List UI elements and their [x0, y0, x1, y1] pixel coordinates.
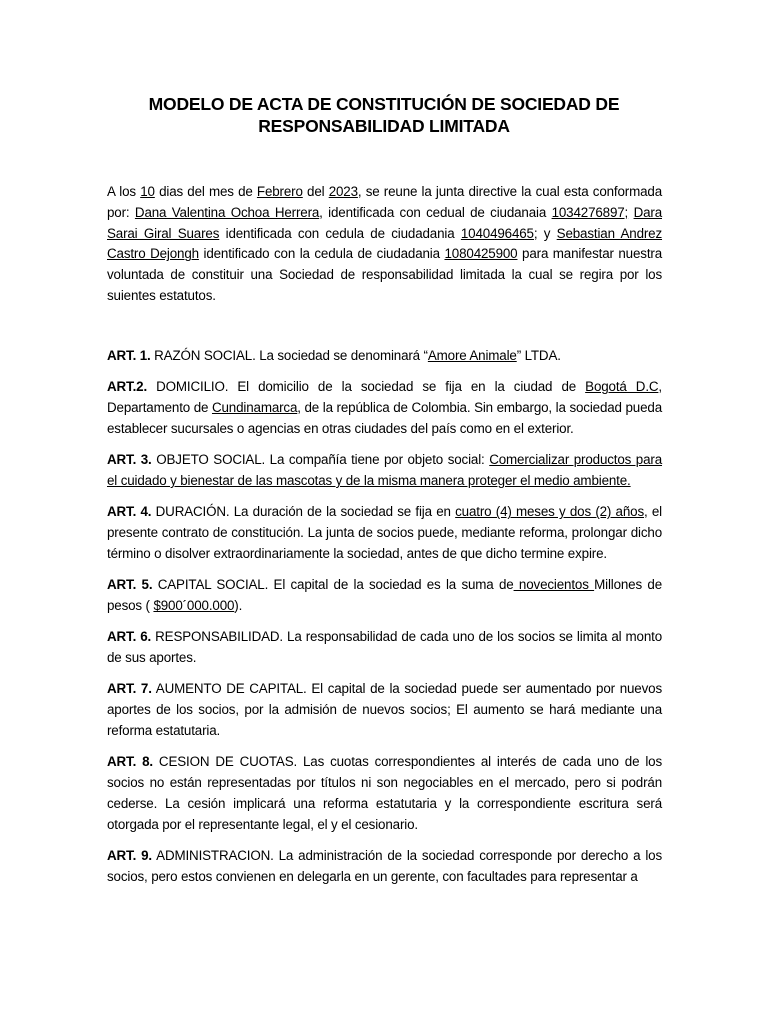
- article-label: ART. 3.: [107, 452, 152, 468]
- title-line-1: MODELO DE ACTA DE CONSTITUCIÓN DE SOCIEDAD DE: [148, 94, 620, 114]
- member-id-1: 1034276897;: [551, 204, 629, 220]
- article-1: ART. 1. RAZÓN SOCIAL. La sociedad se denominará “Amore Animale” LTDA.: [107, 348, 561, 363]
- member-name-1: Dana Valentina Ochoa Herrera: [134, 204, 320, 220]
- article-2: ART.2. DOMICILIO. El domicilio de la sociedad se fija en la ciudad de Bogotá D.C, Departamento de Cundinamarca, de la república de Colombia. Sin embargo, la sociedad pueda establecer sucursales o agencias en otras ciudades del país como en el exterior.: [107, 379, 662, 436]
- article-label: ART.2.: [107, 379, 148, 395]
- meeting-year: 2023: [328, 184, 358, 199]
- domicile-city: Bogotá D.C: [585, 379, 659, 395]
- article-label: ART. 5.: [107, 577, 153, 593]
- member-id-2: 1040496465;: [460, 225, 538, 241]
- member-name-2: Dara Sarai Giral Suares: [107, 204, 662, 241]
- meeting-month: Febrero: [256, 184, 303, 199]
- article-7: ART. 7. AUMENTO DE CAPITAL. El capital de la sociedad puede ser aumentado por nuevos aportes de los socios, por la admisión de nuevos socios; El aumento se hará mediante una reforma estatutaria.: [107, 681, 662, 738]
- article-label: ART. 1.: [107, 348, 151, 363]
- article-8: ART. 8. CESION DE CUOTAS. Las cuotas correspondientes al interés de cada uno de los socios no están representadas por títulos ni son negociables en el mercado, pero si podrán cederse. La cesión implicará una reforma estatutaria y la correspondiente escritura será otorgada por el representante legal, el y el cesionario.: [107, 754, 662, 832]
- document-title: [100, 93, 668, 137]
- article-label: ART. 6.: [107, 629, 152, 645]
- domicile-department: Cundinamarca: [211, 400, 298, 416]
- article-6: ART. 6. RESPONSABILIDAD. La responsabilidad de cada uno de los socios se limita al monto de sus aportes.: [107, 629, 662, 666]
- title-line-2: RESPONSABILIDAD LIMITADA: [258, 116, 510, 136]
- intro-paragraph: A los 10 dias del mes de Febrero del 2023, se reune la junta directive la cual esta conformada por: Dana Valentina Ochoa Herrera, identificada con cedual de ciudanaia 1034276897; Dara Sarai Giral Suares identificada con cedula de ciudadania 1040496465; y Sebastian Andrez Castro Dejongh identificado con la cedula de ciudadania 1080425900 para manifestar nuestra voluntada de constituir una Sociedad de responsabilidad limitada la cual se regira por los suientes estatutos.: [107, 184, 663, 303]
- company-name: Amore Animale: [427, 348, 517, 363]
- social-object: Comercializar productos para el cuidado y bienestar de las mascotas y de la misma manera proteger el medio ambiente.: [107, 452, 663, 488]
- article-3: ART. 3. OBJETO SOCIAL. La compañía tiene por objeto social: Comercializar productos para el cuidado y bienestar de las mascotas y de la misma manera proteger el medio ambiente.: [107, 452, 663, 488]
- article-label: ART. 9.: [107, 847, 152, 863]
- article-label: ART. 4.: [107, 504, 152, 520]
- article-label: ART. 7.: [107, 681, 152, 697]
- article-9: ART. 9. ADMINISTRACION. La administración de la sociedad corresponde por derecho a los socios, pero estos convienen en delegarla en un gerente, con facultades para representar a: [107, 847, 662, 884]
- duration-value: cuatro (4) meses y dos (2) años: [455, 504, 644, 520]
- article-5: ART. 5. CAPITAL SOCIAL. El capital de la sociedad es la suma de novecientos Millones de pesos ( $900´000.000).: [107, 577, 662, 613]
- member-name-3: Sebastian Andrez Castro Dejongh: [107, 225, 663, 262]
- article-4: ART. 4. DURACIÓN. La duración de la sociedad se fija en cuatro (4) meses y dos (2) años, el presente contrato de constitución. La junta de socios puede, mediante reforma, prolongar dicho término o disolver extraordinariamente la sociedad, antes de que dicho termine expire.: [107, 504, 663, 561]
- capital-amount: $900´000.000: [153, 597, 235, 613]
- articles-section: [107, 346, 662, 898]
- meeting-day: 10: [140, 184, 155, 199]
- capital-words: novecientos: [513, 577, 595, 593]
- article-label: ART. 8.: [107, 754, 153, 770]
- member-id-3: 1080425900: [444, 246, 518, 262]
